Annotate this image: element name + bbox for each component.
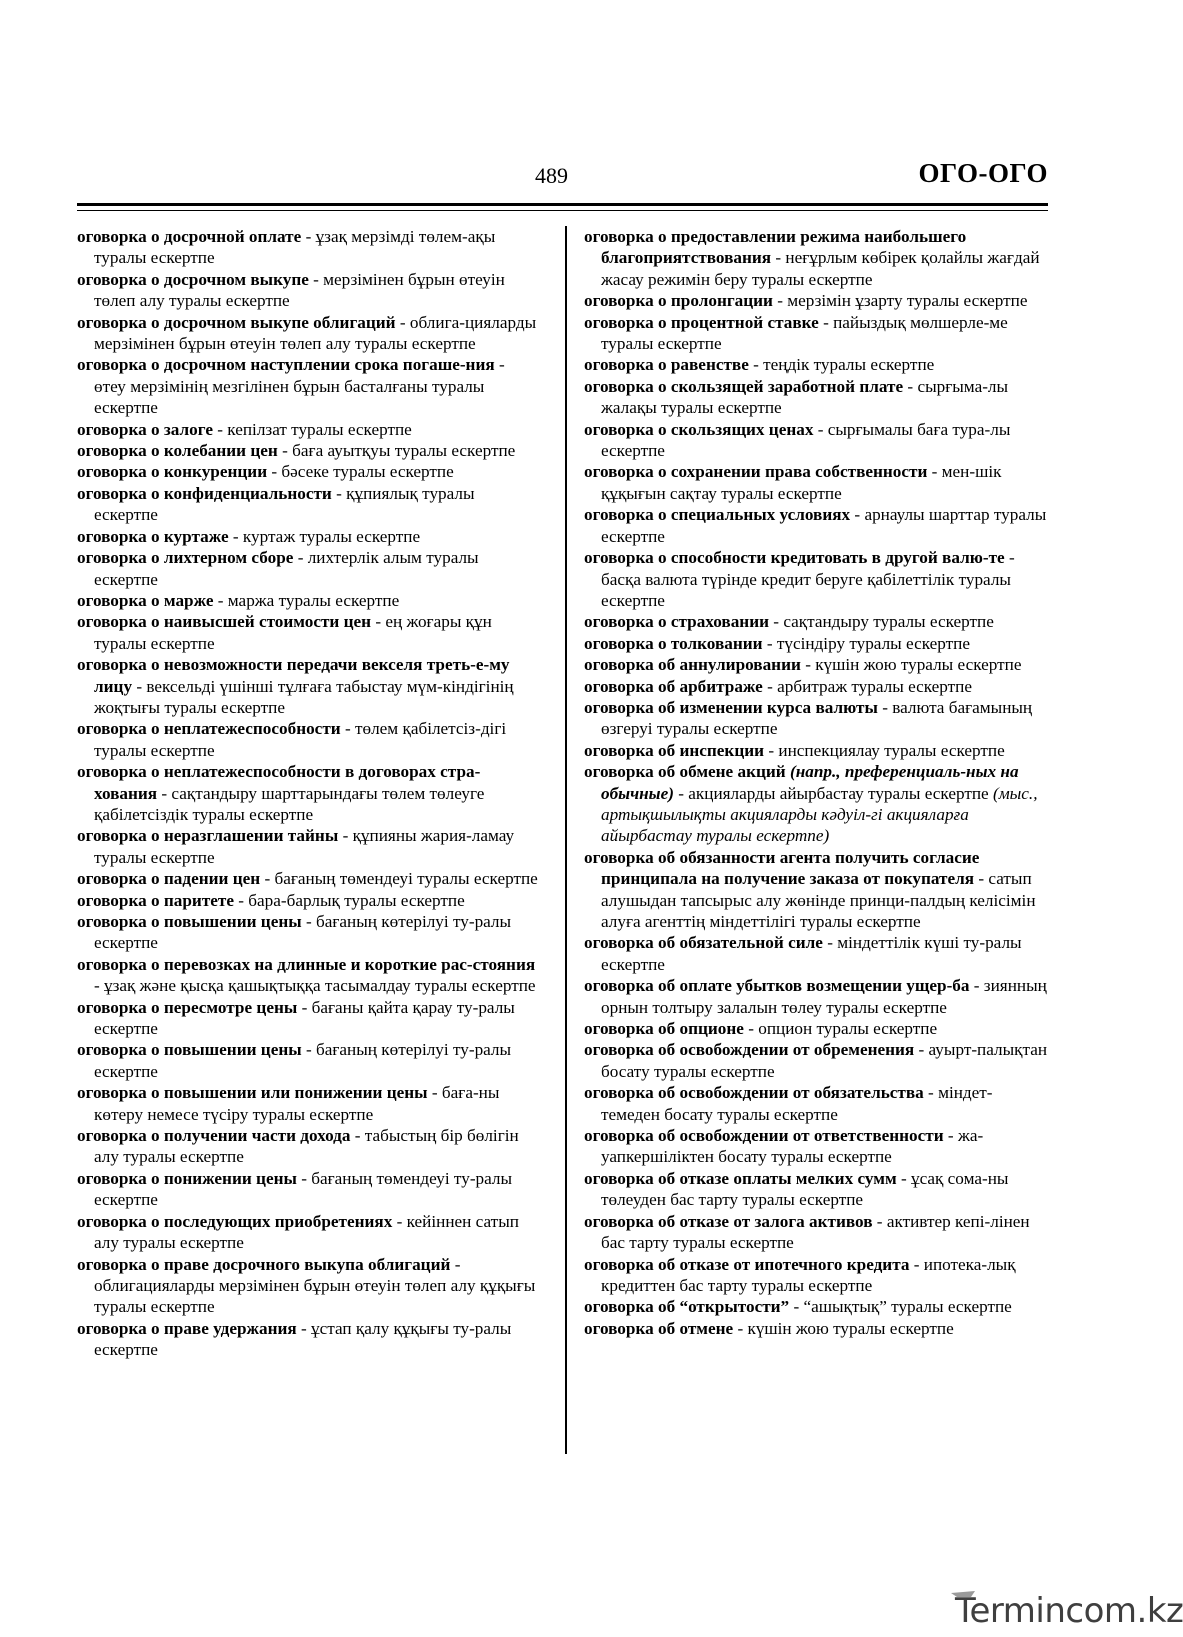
dictionary-entry [584, 1082, 1050, 1125]
dictionary-entry [584, 1168, 1050, 1211]
dictionary-entry [77, 825, 539, 868]
entry-definition: - ауырт-палықтан босату туралы ескертпе [601, 1040, 1048, 1081]
dictionary-entry [584, 1296, 1050, 1317]
entry-term: оговорка об обязательной силе [584, 933, 823, 953]
entry-term: оговорка об изменении курса валюты [584, 697, 878, 717]
header-guide-words: ОГО-ОГО [918, 158, 1048, 188]
entry-term: оговорка об арбитраже [584, 676, 763, 696]
entry-term: оговорка об отказе оплаты мелких сумм [584, 1168, 897, 1188]
dictionary-entry [584, 932, 1050, 975]
dictionary-entry [584, 290, 1050, 311]
entry-definition: - бағаның көтерілуі ту-ралы ескертпе [94, 1040, 512, 1081]
entry-definition: - өтеу мерзімінің мезгілінен бұрын басталғаны туралы ескертпе [94, 355, 505, 418]
entry-term: оговорка о конкуренции [77, 462, 268, 482]
entry-definition: - арбитраж туралы ескертпе [762, 676, 973, 696]
entry-definition: - мен-шік құқығын сақтау туралы ескертпе [601, 462, 1002, 503]
entry-term: оговорка о последующих приобретениях [77, 1211, 393, 1231]
entry-definition: - сырғыма-лы жалақы туралы ескертпе [601, 376, 1009, 418]
entry-definition: - ең жоғары құн туралы ескертпе [94, 612, 492, 653]
dictionary-entry [584, 312, 1050, 355]
entry-definition: - инспекциялау туралы ескертпе [764, 740, 1005, 760]
entry-term: оговорка о перевозках на длинные и короткие рас-стояния [77, 954, 536, 974]
dictionary-entry [77, 1125, 539, 1168]
entry-definition: - ұстап қалу құқығы ту-ралы ескертпе [94, 1318, 512, 1360]
entry-definition: - вексельді үшінші тұлғаға табыстау мүм-кіндігінің жоқтығы туралы ескертпе [94, 676, 514, 717]
dictionary-entry [584, 547, 1050, 611]
entry-definition: - сақтандыру шарттарындағы төлем төлеуге қабілетсіздік туралы ескертпе [94, 783, 485, 824]
entry-definition: - мерзімінен бұрын өтеуін төлеп алу туралы ескертпе [94, 269, 505, 311]
dictionary-entry [77, 911, 539, 954]
entry-term: оговорка о равенстве [584, 355, 749, 375]
entry-term: оговорка об обмене акций [584, 762, 786, 782]
entry-definition: - мерзімін ұзарту туралы ескертпе [772, 291, 1028, 311]
entry-definition: - төлем қабілетсіз-дігі туралы ескертпе [94, 719, 507, 760]
dictionary-entry [584, 676, 1050, 697]
entry-term: оговорка об опционе [584, 1019, 744, 1039]
entry-term: оговорка о неразглашении тайны [77, 826, 339, 846]
dictionary-entry [77, 547, 539, 590]
dictionary-entry [584, 376, 1050, 419]
dictionary-entry [77, 654, 539, 718]
entry-definition: - табыстың бір бөлігін алу туралы ескертпе [94, 1126, 519, 1167]
entry-definition: - бағаның көтерілуі ту-ралы ескертпе [94, 912, 512, 953]
dictionary-entry [77, 1039, 539, 1082]
entry-definition: - ұзақ және қысқа қашықтыққа тасымалдау туралы ескертпе [94, 976, 536, 996]
dictionary-entry [584, 697, 1050, 740]
dictionary-entry [584, 1254, 1050, 1297]
entry-term: оговорка о способности кредитовать в другой валю-те [584, 548, 1005, 568]
entry-definition: - облига-цияларды мерзімінен бұрын өтеуін төлеп алу туралы ескертпе [94, 312, 537, 354]
entry-term: оговорка об отказе от залога активов [584, 1211, 873, 1231]
dictionary-entry [584, 761, 1050, 847]
dictionary-entry [584, 611, 1050, 632]
entry-term: оговорка о сохранении права собственности [584, 462, 928, 482]
watermark-logo [945, 1585, 1183, 1633]
dictionary-entry [77, 269, 539, 312]
dictionary-entry [77, 611, 539, 654]
entry-definition: - бағаны қайта қарау ту-ралы ескертпе [94, 997, 515, 1039]
entry-definition: - бәсеке туралы ескертпе [267, 462, 454, 482]
dictionary-entry [584, 847, 1050, 933]
entry-term: оговорка об аннулировании [584, 655, 801, 675]
left-column [77, 226, 539, 1361]
entry-term: оговорка о неплатежеспособности [77, 719, 341, 739]
entry-term: оговорка о колебании цен [77, 441, 278, 461]
dictionary-entry [584, 1318, 1050, 1339]
entry-definition: - облигацияларды мерзімінен бұрын өтеуін төлеп алу құқығы туралы ескертпе [94, 1254, 536, 1317]
watermark-text: Termincom.kz [955, 1591, 1183, 1631]
entry-definition: - құпиялық туралы ескертпе [94, 483, 475, 525]
entry-definition: - сырғымалы баға тура-лы ескертпе [601, 419, 1011, 461]
entry-definition: - күшін жою туралы ескертпе [800, 655, 1022, 675]
entry-term: оговорка о скользящей заработной плате [584, 376, 904, 396]
page-number: 489 [535, 163, 568, 188]
entry-definition: - сатып алушыдан тапсырыс алу жөнінде принци-палдың келісімін алуға агенттің міндеттілігі туралы ескертпе [601, 869, 1036, 931]
entry-term: оговорка о повышении цены [77, 1040, 302, 1060]
entry-definition: - күшін жою туралы ескертпе [733, 1318, 954, 1338]
entry-term: оговорка о праве досрочного выкупа облигаций [77, 1254, 451, 1274]
entry-definition: - міндет-темеден босату туралы ескертпе [601, 1083, 993, 1124]
right-column [584, 226, 1050, 1339]
dictionary-entry [77, 461, 539, 482]
entry-definition: - активтер кепі-лінен бас тарту туралы ескертпе [601, 1211, 1030, 1253]
entry-definition: - міндеттілік күші ту-ралы ескертпе [601, 933, 1022, 974]
entry-term: оговорка о паритете [77, 890, 234, 910]
entry-term: оговорка о куртаже [77, 526, 229, 546]
dictionary-entry [77, 868, 539, 889]
entry-definition: - лихтерлік алым туралы ескертпе [94, 548, 479, 589]
entry-term: оговорка об освобождении от ответственности [584, 1126, 944, 1146]
entry-definition: - түсіндіру туралы ескертпе [762, 633, 970, 653]
entry-definition: - бағаның төмендеуі туралы ескертпе [260, 869, 538, 889]
entry-term: оговорка об освобождении от обязательства [584, 1083, 924, 1103]
dictionary-entry [584, 654, 1050, 675]
entry-term: оговорка об обязанности агента получить согласие принципала на получение заказа от покупателя [584, 847, 980, 889]
entry-term: оговорка о страховании [584, 612, 769, 632]
dictionary-entry [77, 1082, 539, 1125]
entry-definition: - жа-уапкершіліктен босату туралы ескертпе [601, 1126, 984, 1167]
entry-term: оговорка о падении цен [77, 869, 261, 889]
entry-term: оговорка о досрочном выкупе [77, 269, 309, 289]
entry-definition: - сақтандыру туралы ескертпе [769, 612, 994, 632]
entry-term: оговорка о досрочном наступлении срока погаше-ния [77, 355, 495, 375]
entry-definition: - куртаж туралы ескертпе [228, 526, 421, 546]
entry-definition: - ұзақ мерзімді төлем-ақы туралы ескертпе [94, 227, 496, 268]
dictionary-entry [77, 954, 539, 997]
entry-term: оговорка об инспекции [584, 740, 765, 760]
entry-term: оговорка о наивысшей стоимости цен [77, 612, 372, 632]
entry-definition: - маржа туралы ескертпе [213, 590, 400, 610]
entry-term: оговорка об “открытости” [584, 1297, 790, 1317]
dictionary-entry [584, 1039, 1050, 1082]
entry-term: оговорка о невозможности передачи векселя треть-е-му лицу [77, 655, 510, 696]
entry-definition: - басқа валюта түрінде кредит беруге қабілеттілік туралы ескертпе [601, 548, 1015, 610]
entry-definition: - ипотека-лық кредиттен бас тарту туралы ескертпе [601, 1254, 1016, 1295]
dictionary-entry [77, 226, 539, 269]
dictionary-entry [584, 419, 1050, 462]
dictionary-entry [77, 1254, 539, 1318]
entry-term: оговорка о досрочной оплате [77, 227, 302, 246]
dictionary-entry [77, 419, 539, 440]
entry-term: оговорка о повышении цены [77, 912, 302, 931]
dictionary-entry [584, 633, 1050, 654]
entry-definition: - “ашықтық” туралы ескертпе [789, 1297, 1012, 1317]
dictionary-entry [584, 461, 1050, 504]
entry-note: (напр., преференциаль-ных на обычные) [601, 762, 1019, 803]
entry-term: оговорка об отмене [584, 1318, 734, 1338]
entry-term: оговорка об оплате убытков возмещении ущер-ба [584, 976, 970, 996]
dictionary-entry [77, 312, 539, 355]
entry-definition: - зиянның орнын толтыру залалын төлеу туралы ескертпе [601, 976, 1047, 1017]
entry-term: оговорка о досрочном выкупе облигаций [77, 312, 396, 332]
dictionary-entry [584, 1211, 1050, 1254]
entry-term: оговорка о процентной ставке [584, 312, 819, 332]
entry-term: оговорка об отказе от ипотечного кредита [584, 1254, 910, 1274]
entry-definition: - пайыздық мөлшерле-ме туралы ескертпе [601, 312, 1008, 354]
dictionary-entry [77, 483, 539, 526]
dictionary-entry [77, 526, 539, 547]
dictionary-entry [77, 440, 539, 461]
entry-term: оговорка о получении части дохода [77, 1126, 351, 1146]
entry-term: оговорка о понижении цены [77, 1168, 297, 1188]
entry-term: оговорка о толковании [584, 633, 763, 653]
entry-term: оговорка о марже [77, 590, 214, 610]
dictionary-entry [584, 354, 1050, 375]
entry-definition: - баға-ны көтеру немесе түсіру туралы ескертпе [94, 1083, 500, 1124]
entry-definition: - арнаулы шарттар туралы ескертпе [601, 505, 1047, 546]
entry-definition: - опцион туралы ескертпе [743, 1019, 938, 1039]
entry-term: оговорка о залоге [77, 419, 213, 439]
entry-definition: - неғұрлым көбірек қолайлы жағдай жасау режимін беру туралы ескертпе [601, 248, 1040, 289]
dictionary-entry [77, 1168, 539, 1211]
entry-term: оговорка о специальных условиях [584, 505, 851, 525]
entry-term: оговорка об освобождении от обременения [584, 1040, 915, 1060]
entry-term: оговорка о лихтерном сборе [77, 548, 294, 568]
dictionary-entry [584, 1125, 1050, 1168]
entry-term: оговорка о предоставлении режима наибольшего благоприятствования [584, 227, 967, 268]
dictionary-entry [77, 1318, 539, 1361]
column-divider [565, 226, 567, 1454]
entry-definition: - бағаның төмендеуі ту-ралы ескертпе [94, 1168, 513, 1210]
entry-definition: - валюта бағамының өзгеруі туралы ескертпе [601, 697, 1033, 739]
entry-definition-note: (мыс., артықшылықты акцияларды кәдуіл-гі акцияларға айырбастау туралы ескертпе) [601, 783, 1038, 846]
entry-term: оговорка о повышении или понижении цены [77, 1083, 428, 1103]
dictionary-entry [584, 740, 1050, 761]
dictionary-entry [584, 504, 1050, 547]
dictionary-entry [77, 718, 539, 761]
entry-term: оговорка о неплатежеспособности в договорах стра-хования [77, 762, 481, 803]
entry-definition: - құпияны жария-ламау туралы ескертпе [94, 826, 515, 867]
dictionary-entry [77, 590, 539, 611]
entry-term: оговорка о праве удержания [77, 1318, 297, 1338]
dictionary-entry [77, 890, 539, 911]
dictionary-entry [77, 1211, 539, 1254]
dictionary-entry [584, 226, 1050, 290]
dictionary-entry [77, 997, 539, 1040]
entry-definition: - акцияларды айырбастау туралы ескертпе [673, 783, 989, 803]
entry-definition: - теңдік туралы ескертпе [748, 355, 935, 375]
entry-term: оговорка о конфиденциальности [77, 483, 332, 503]
entry-term: оговорка о скользящих ценах [584, 419, 814, 439]
entry-definition: - бара-барлық туралы ескертпе [233, 890, 465, 910]
entry-term: оговорка о пересмотре цены [77, 997, 298, 1017]
entry-definition: - кейіннен сатып алу туралы ескертпе [94, 1211, 519, 1253]
entry-definition: - кепілзат туралы ескертпе [212, 419, 412, 439]
dictionary-entry [77, 761, 539, 825]
header-rule-thick [77, 203, 1048, 206]
dictionary-entry [77, 354, 539, 418]
entry-term: оговорка о пролонгации [584, 291, 773, 311]
dictionary-entry [584, 975, 1050, 1018]
dictionary-entry [584, 1018, 1050, 1039]
header-rule-thin [77, 210, 1048, 211]
entry-definition: - ұсақ сома-ны төлеуден бас тарту туралы ескертпе [601, 1168, 1009, 1210]
entry-definition: - баға ауытқуы туралы ескертпе [277, 441, 516, 461]
